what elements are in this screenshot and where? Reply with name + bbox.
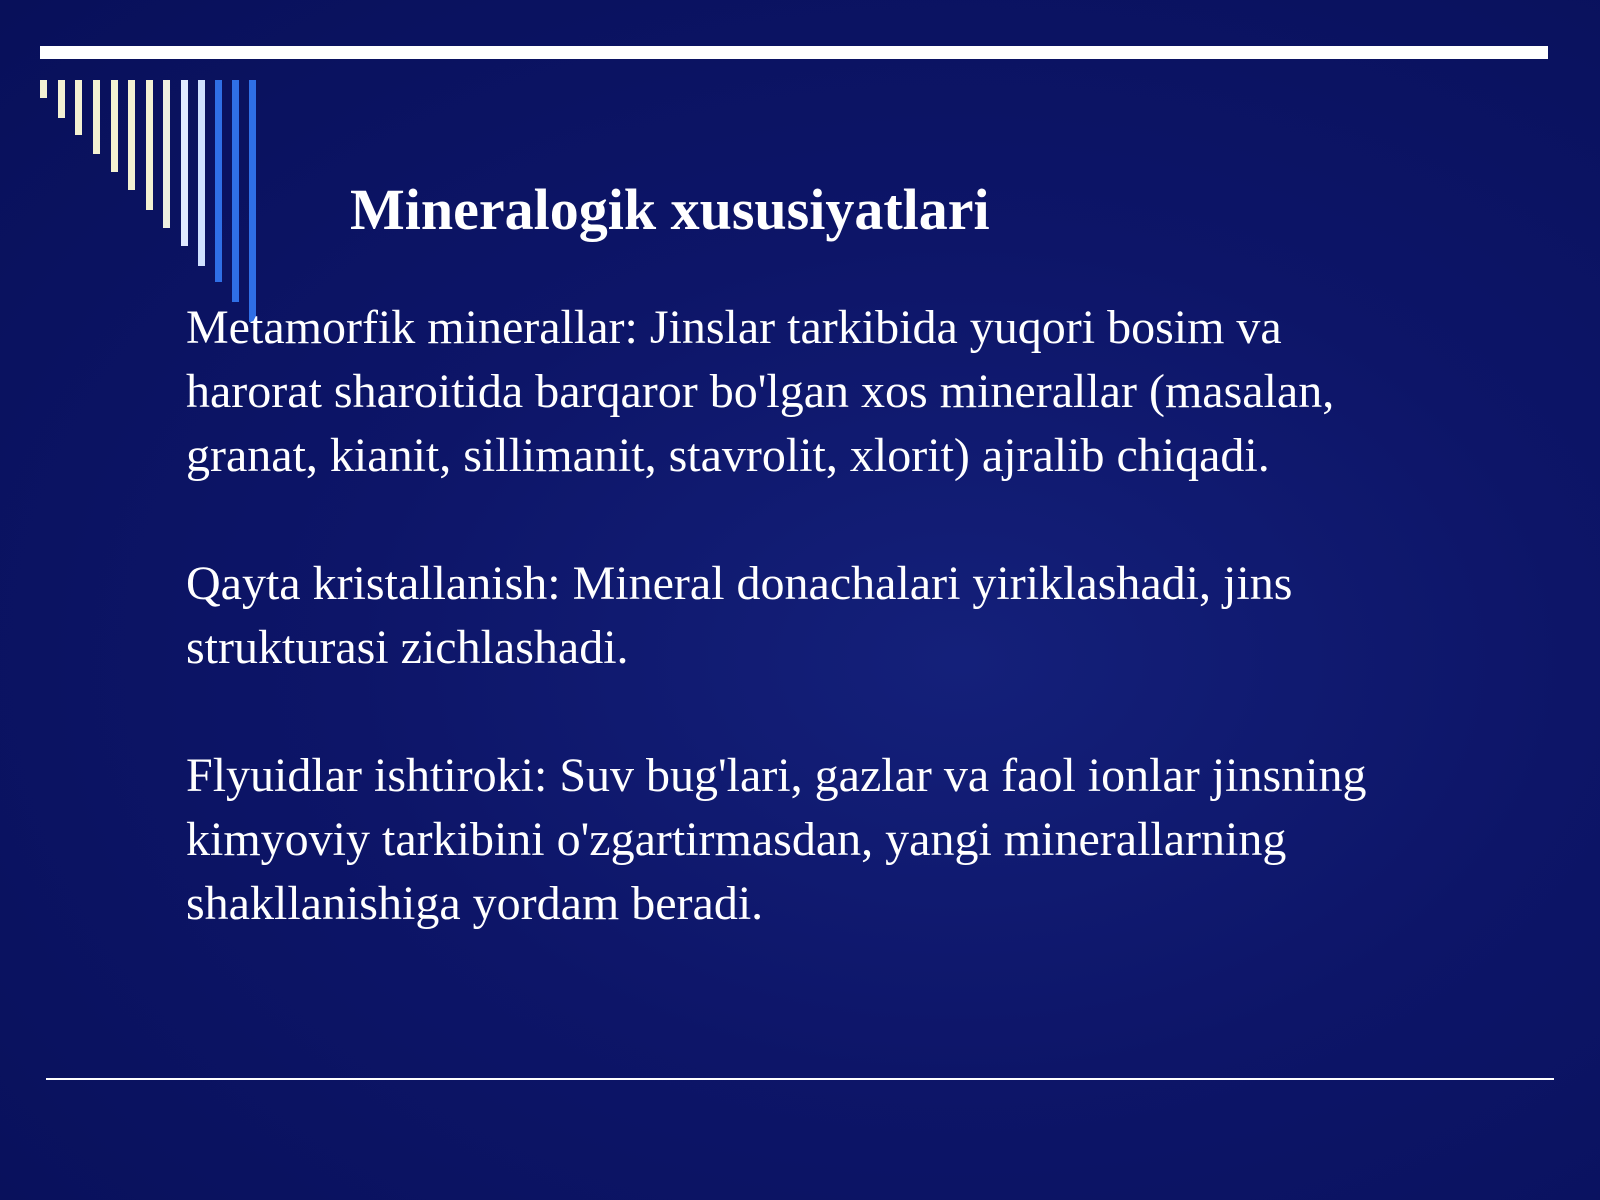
stripe-8 — [163, 80, 170, 228]
stripe-5 — [111, 80, 118, 172]
stripe-4 — [93, 80, 100, 154]
paragraph-metamorphic-minerals: Metamorfik minerallar: Jinslar tarkibida yuqori bosim va harorat sharoitida barqaror bo'lgan xos minerallar (masalan, granat, kianit, sillimanit, stavrolit, xlorit) ajralib chiqadi. — [186, 301, 1335, 482]
stripe-13 — [249, 80, 256, 322]
paragraph-fluids: Flyuidlar ishtiroki: Suv bug'lari, gazlar va faol ionlar jinsning kimyoviy tarkibini o'zgartirmasdan, yangi minerallarning shakllanishiga yordam beradi. — [186, 749, 1367, 930]
slide-body — [186, 296, 1426, 936]
bottom-rule-divider — [46, 1078, 1554, 1080]
stripe-7 — [146, 80, 153, 210]
paragraph-recrystallization: Qayta kristallanish: Mineral donachalari yiriklashadi, jins strukturasi zichlashadi. — [186, 557, 1293, 674]
stripe-12 — [232, 80, 239, 302]
stripe-2 — [58, 80, 65, 118]
stripe-11 — [215, 80, 222, 282]
stripe-9 — [181, 80, 188, 246]
stripe-1 — [40, 80, 47, 98]
stripe-3 — [75, 80, 82, 135]
stripe-6 — [128, 80, 135, 190]
stripe-10 — [198, 80, 205, 266]
decorative-stripes — [0, 0, 270, 330]
slide-title: Mineralogik xususiyatlari — [350, 177, 990, 242]
